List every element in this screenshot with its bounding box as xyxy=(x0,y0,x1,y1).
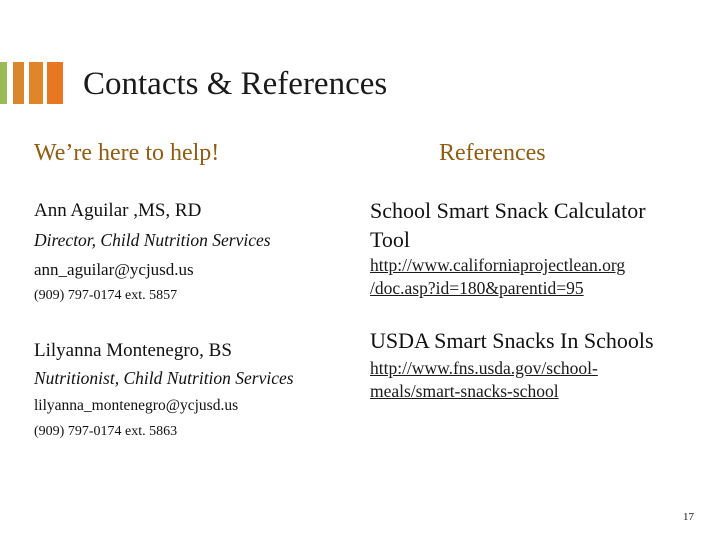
contact-phone: (909) 797-0174 ext. 5863 xyxy=(34,424,178,439)
accent-bar-orange-1 xyxy=(13,62,24,104)
accent-bar-green xyxy=(0,62,7,104)
contact-email[interactable]: lilyanna_montenegro@ycjusd.us xyxy=(34,397,239,414)
reference-title-continued: Tool xyxy=(370,227,411,252)
contact-role: Director, Child Nutrition Services xyxy=(34,230,271,250)
contact-name: Ann Aguilar ,MS, RD xyxy=(34,200,202,221)
references-heading: References xyxy=(439,140,546,166)
contact-role: Nutritionist, Child Nutrition Services xyxy=(34,368,294,388)
page-number: 17 xyxy=(683,511,694,523)
reference-title: USDA Smart Snacks In Schools xyxy=(370,328,654,353)
contact-email[interactable]: ann_aguilar@ycjusd.us xyxy=(34,260,194,279)
contact-phone: (909) 797-0174 ext. 5857 xyxy=(34,288,178,303)
accent-bar-orange-2 xyxy=(29,62,43,104)
reference-link-continued[interactable]: meals/smart-snacks-school xyxy=(370,381,559,401)
accent-bar-orange-3 xyxy=(47,62,63,104)
reference-link[interactable]: http://www.fns.usda.gov/school- xyxy=(370,358,598,378)
slide-title: Contacts & References xyxy=(83,66,388,102)
reference-title: School Smart Snack Calculator xyxy=(370,198,646,223)
reference-link[interactable]: http://www.californiaprojectlean.org xyxy=(370,255,626,275)
contacts-heading: We’re here to help! xyxy=(34,140,220,166)
reference-link-continued[interactable]: /doc.asp?id=180&parentid=95 xyxy=(370,278,584,298)
contact-name: Lilyanna Montenegro, BS xyxy=(34,340,232,361)
